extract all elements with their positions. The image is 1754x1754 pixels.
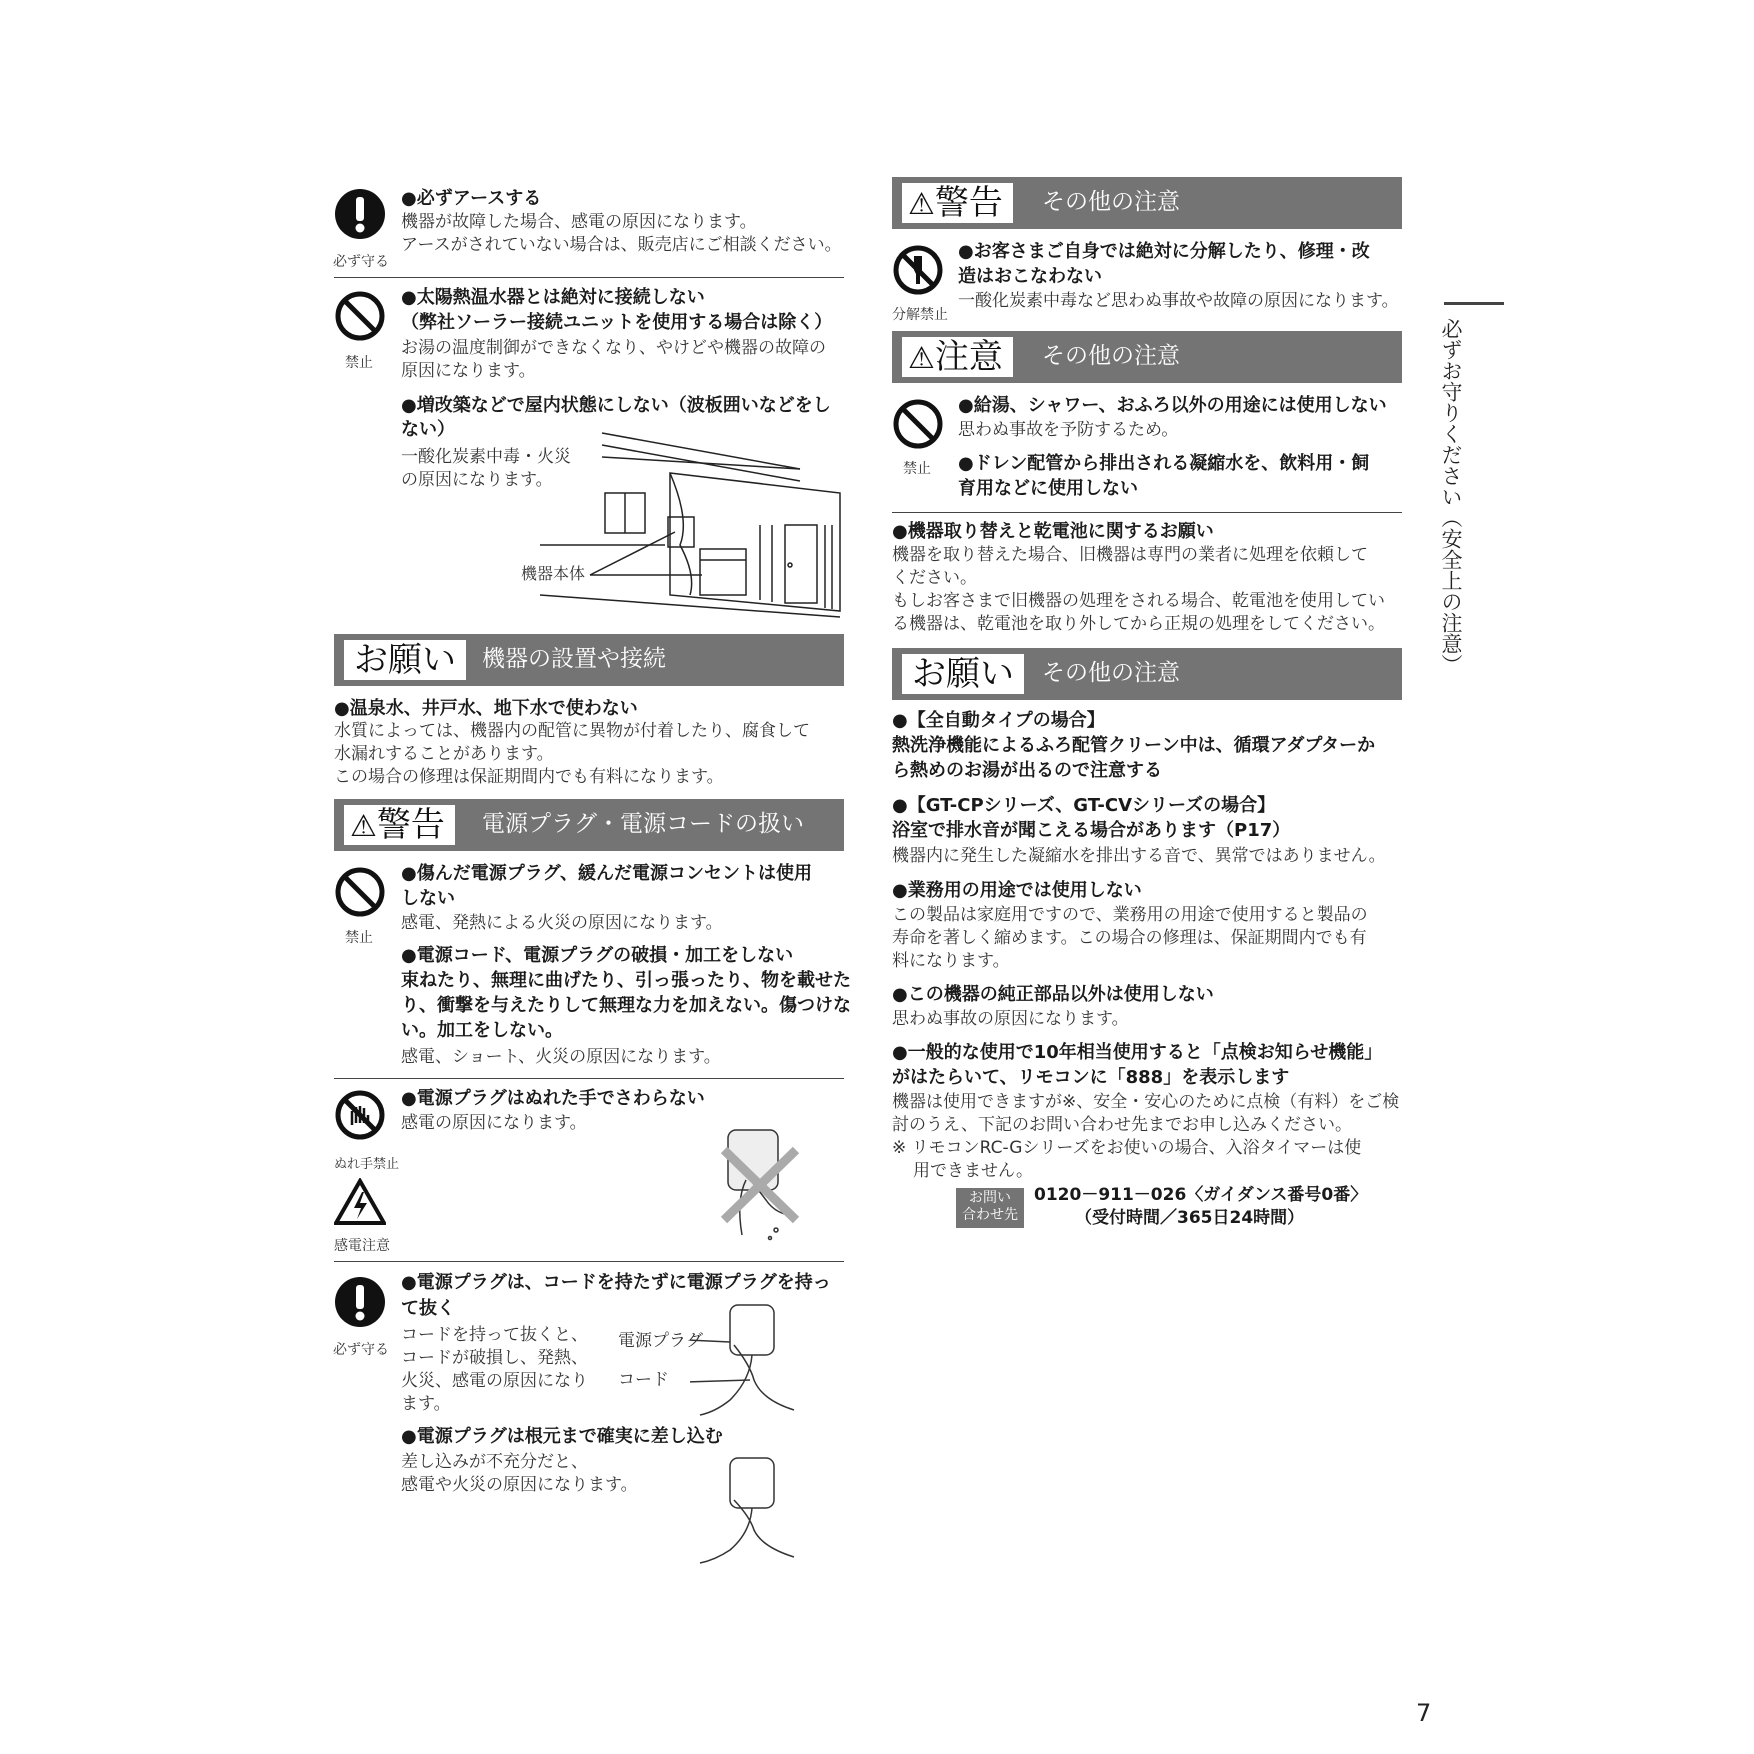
pull-line-2: コードが破損し、発熱、 [401, 1348, 588, 1368]
solar-line-1: お湯の温度制御ができなくなり、やけどや機器の故障の [401, 338, 826, 358]
banner-title: その他の注意 [1042, 660, 1180, 686]
insert-plug-illustration [690, 1455, 810, 1565]
wet-hands-prohibited-icon [334, 1089, 386, 1141]
auto-bold-line-2: ら熱めのお湯が出るので注意する [892, 760, 1162, 781]
divider [334, 1078, 844, 1079]
water-line-2: 水漏れすることがあります。 [334, 744, 554, 764]
must-do-icon [334, 188, 386, 240]
request-tag: お願い [902, 654, 1024, 694]
genuine-title: ●この機器の純正部品以外は使用しない [892, 984, 1214, 1005]
gt-line: 機器内に発生した凝縮水を排出する音で、異常ではありません。 [892, 846, 1386, 866]
request-tag: お願い [344, 640, 466, 680]
disassembly-prohibited-icon [892, 244, 944, 296]
prohibited-icon [892, 398, 944, 450]
pull-line-1: コードを持って抜くと、 [401, 1325, 588, 1345]
prohibited-label: 禁止 [345, 355, 373, 371]
pull-line-4: ます。 [401, 1394, 451, 1414]
device-label: 機器本体 [521, 564, 586, 583]
banner-title: その他の注意 [1042, 189, 1180, 215]
damaged-title-1: ●傷んだ電源プラグ、緩んだ電源コンセントは使用 [401, 863, 812, 884]
water-line-1: 水質によっては、機器内の配管に異物が付着したり、腐食して [334, 721, 810, 741]
side-tab-rule [1444, 302, 1504, 305]
gt-bold-line: 浴室で排水音が聞こえる場合があります（P17） [892, 820, 1291, 841]
divider [892, 512, 1402, 513]
business-line-1: この製品は家庭用ですので、業務用の用途で使用すると製品の [892, 905, 1368, 925]
warning-tag: ⚠警告 [902, 183, 1013, 223]
plug-label: 電源プラグ [618, 1331, 703, 1351]
cord-bold-line-3: い。加工をしない。 [401, 1020, 563, 1041]
auto-bold-line-1: 熱洗浄機能によるふろ配管クリーン中は、循環アダプターか [892, 735, 1376, 756]
ten-years-line-2: 討のうえ、下記のお問い合わせ先までお申し込みください。 [892, 1115, 1353, 1135]
insert-line-1: 差し込みが不充分だと、 [401, 1452, 588, 1472]
water-line-3: この場合の修理は保証期間内でも有料になります。 [334, 767, 724, 787]
banner-install [334, 634, 844, 686]
banner-title: 電源プラグ・電源コードの扱い [482, 811, 804, 837]
cord-title: ●電源コード、電源プラグの破損・加工をしない [401, 945, 794, 966]
contact-phone: 0120－911－026〈ガイダンス番号0番〉 [1034, 1185, 1368, 1205]
must-do-label: 必ず守る [333, 1342, 389, 1358]
ten-years-title-2: がはたらいて、リモコンに「888」を表示します [892, 1067, 1290, 1088]
indoor-title-2: ない） [401, 419, 455, 440]
banner-title: その他の注意 [1042, 343, 1180, 369]
solar-subtitle: （弊社ソーラー接続ユニットを使用する場合は除く） [401, 312, 833, 333]
divider [334, 1261, 844, 1262]
indoor-title-1: ●増改築などで屋内状態にしない（波板囲いなどをし [401, 395, 831, 416]
house-illustration [520, 425, 850, 625]
gt-title: ●【GT-CPシリーズ、GT-CVシリーズの場合】 [892, 795, 1276, 816]
wet-plug-illustration [716, 1120, 806, 1245]
disassemble-title-2: 造はおこなわない [958, 266, 1102, 287]
indoor-line-2: の原因になります。 [401, 470, 553, 490]
contact-badge-line-1: お問い [969, 1190, 1011, 1206]
prohibited-label: 禁止 [903, 461, 931, 477]
cord-label: コード [618, 1370, 669, 1390]
side-tab-label: 必ずお守りください（安全上の注意） [1439, 318, 1463, 675]
warning-tag: ⚠警告 [344, 805, 455, 845]
wet-line: 感電の原因になります。 [401, 1113, 587, 1133]
divider [334, 277, 844, 278]
contact-badge-line-2: 合わせ先 [962, 1207, 1018, 1223]
replace-line-4: る機器は、乾電池を取り外してから正規の処理をしてください。 [892, 614, 1385, 634]
prohibited-label: 禁止 [345, 930, 373, 946]
cord-line: 感電、ショート、火災の原因になります。 [401, 1047, 721, 1067]
use-line: 思わぬ事故を予防するため。 [958, 420, 1179, 440]
pull-plug-illustration [690, 1300, 810, 1420]
ten-years-title-1: ●一般的な使用で10年相当使用すると「点検お知らせ機能」 [892, 1042, 1383, 1063]
replace-title: ●機器取り替えと乾電池に関するお願い [892, 521, 1214, 542]
business-title: ●業務用の用途では使用しない [892, 880, 1142, 901]
earth-title: ●必ずアースする [401, 188, 542, 209]
water-title: ●温泉水、井戸水、地下水で使わない [334, 698, 638, 719]
banner-power [334, 799, 844, 851]
electric-shock-icon [334, 1178, 386, 1226]
electric-shock-label: 感電注意 [334, 1238, 390, 1254]
cord-bold-line-2: り、衝撃を与えたりして無理な力を加えない。傷つけな [401, 995, 851, 1016]
contact-badge [956, 1188, 1024, 1228]
solar-title: ●太陽熱温水器とは絶対に接続しない [401, 287, 705, 308]
drain-title-1: ●ドレン配管から排出される凝縮水を、飲料用・飼 [958, 453, 1370, 474]
earth-line-1: 機器が故障した場合、感電の原因になります。 [401, 212, 757, 232]
warning-triangle-icon: ⚠ [908, 341, 935, 376]
disassemble-line: 一酸化炭素中毒など思わぬ事故や故障の原因になります。 [958, 291, 1399, 311]
prohibited-icon [334, 866, 386, 918]
genuine-line: 思わぬ事故の原因になります。 [892, 1009, 1129, 1029]
pull-line-3: 火災、感電の原因になり [401, 1371, 588, 1391]
disassembly-prohibited-label: 分解禁止 [892, 307, 948, 323]
page-number: 7 [1416, 1699, 1432, 1727]
warning-triangle-icon: ⚠ [350, 809, 377, 844]
insert-line-2: 感電や火災の原因になります。 [401, 1475, 638, 1495]
damaged-line: 感電、発熱による火災の原因になります。 [401, 913, 723, 933]
cord-bold-line-1: 束ねたり、無理に曲げたり、引っ張ったり、物を載せた [401, 970, 851, 991]
business-line-2: 寿命を著しく縮めます。この場合の修理は、保証期間内でも有 [892, 928, 1367, 948]
must-do-icon [334, 1276, 386, 1328]
replace-line-3: もしお客さまで旧機器の処理をされる場合、乾電池を使用してい [892, 591, 1385, 611]
banner-caution-other [892, 331, 1402, 383]
use-title: ●給湯、シャワー、おふろ以外の用途には使用しない [958, 395, 1387, 416]
earth-line-2: アースがされていない場合は、販売店にご相談ください。 [401, 235, 842, 255]
pull-title-1: ●電源プラグは、コードを持たずに電源プラグを持っ [401, 1272, 831, 1293]
insert-title: ●電源プラグは根元まで確実に差し込む [401, 1426, 723, 1447]
replace-line-1: 機器を取り替えた場合、旧機器は専門の業者に処理を依頼して [892, 545, 1368, 565]
solar-line-2: 原因になります。 [401, 361, 536, 381]
ten-years-note-1: ※ リモコンRC-Gシリーズをお使いの場合、入浴タイマーは使 [892, 1138, 1362, 1158]
drain-title-2: 育用などに使用しない [958, 478, 1138, 499]
banner-warning-other [892, 177, 1402, 229]
banner-request-other [892, 648, 1402, 700]
wet-title: ●電源プラグはぬれた手でさわらない [401, 1088, 705, 1109]
wet-hands-label: ぬれ手禁止 [334, 1157, 400, 1172]
must-do-label: 必ず守る [333, 254, 389, 270]
caution-tag: ⚠注意 [902, 337, 1013, 377]
auto-title: ●【全自動タイプの場合】 [892, 710, 1105, 731]
prohibited-icon [334, 290, 386, 342]
ten-years-line-1: 機器は使用できますが※、安全・安心のために点検（有料）をご検 [892, 1092, 1400, 1112]
damaged-title-2: しない [401, 888, 455, 909]
pull-title-2: て抜く [401, 1298, 455, 1319]
replace-line-2: ください。 [892, 568, 977, 588]
warning-triangle-icon: ⚠ [908, 187, 935, 222]
ten-years-note-2: 用できません。 [913, 1161, 1034, 1181]
indoor-line-1: 一酸化炭素中毒・火災 [401, 447, 571, 467]
banner-title: 機器の設置や接続 [482, 646, 666, 672]
business-line-3: 料になります。 [892, 951, 1010, 971]
disassemble-title-1: ●お客さまご自身では絶対に分解したり、修理・改 [958, 241, 1370, 262]
contact-hours: （受付時間／365日24時間） [1075, 1208, 1305, 1228]
